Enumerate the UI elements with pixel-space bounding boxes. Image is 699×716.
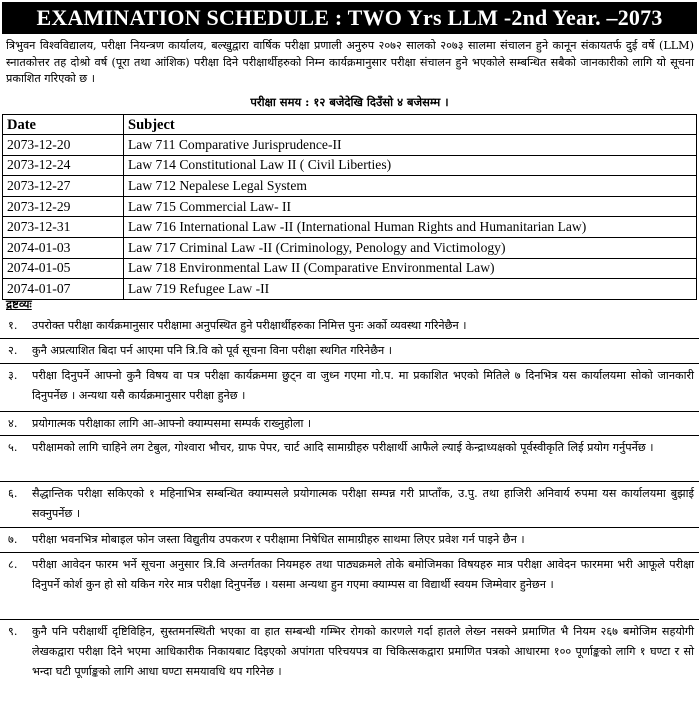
intro-paragraph: त्रिभुवन विश्वविद्यालय, परीक्षा नियन्त्रण कार्यालय, बल्खुद्वारा वार्षिक परीक्षा प्रणाली अनुरुप २०७२ सालको २०७३ सालमा संचालन हुने कानून संकायतर्फ दुई वर्षे (LLM) स्नातकोत्तर तह दोश्रो वर्ष (पूरा तथा आंशिक) परीक्षा दिने परीक्षार्थीहरुको निम्न कार्यक्रमानुसार परीक्षा संचालन हुने भएकोले सम्बन्धित सबैको जानकारीको लागि यो सूचना प्रकाशित गरिएको छ ।: [6, 39, 694, 85]
table-row: [3, 135, 697, 156]
exam-date-cell: 2074-01-05: [3, 258, 124, 279]
exam-date-cell: 2073-12-24: [3, 155, 124, 176]
exam-subject-cell: Law 715 Commercial Law- II: [124, 196, 697, 217]
note-number: २.: [8, 344, 18, 357]
note-divider: [0, 435, 699, 436]
table-row: [3, 279, 697, 300]
note-text: परीक्षा आवेदन फारम भर्ने सूचना अनुसार त्रि.वि अन्तर्गतका नियमहरु तथा पाठ्यक्रमले तोके बमोजिमका विषयहरु मात्र परीक्षा आवेदन फारममा भरी आफूले परीक्षा दिनुपर्ने कोर्श कुन हो सो यकिन गरेर मात्र परीक्षा दिनुपर्नेछ । यसमा अन्यथा हुन गएमा क्याम्पस वा विद्यार्थी स्वयम जिम्मेवार हुनेछन ।: [32, 558, 694, 591]
note-text: परीक्षा भवनभित्र मोबाइल फोन जस्ता विद्युतीय उपकरण र परीक्षामा निषेधित सामाग्रीहरु साथमा लिएर प्रवेश गर्न पाइने छैन ।: [32, 533, 525, 546]
note-number: ९.: [8, 625, 18, 638]
exam-subject-cell: Law 718 Environmental Law II (Comparative Environmental Law): [124, 258, 697, 279]
exam-subject-cell: Law 716 International Law -II (International Human Rights and Humanitarian Law): [124, 217, 697, 238]
exam-date-cell: 2073-12-29: [3, 196, 124, 217]
note-number: ४.: [8, 417, 18, 430]
exam-subject-cell: Law 711 Comparative Jurisprudence-II: [124, 135, 697, 156]
note-number: ३.: [8, 369, 18, 382]
exam-date-cell: 2073-12-27: [3, 176, 124, 197]
notes-heading: द्रष्टव्यः: [6, 297, 32, 311]
exam-date-cell: 2074-01-07: [3, 279, 124, 300]
table-row: [3, 196, 697, 217]
table-row: [3, 155, 697, 176]
exam-date-cell: 2073-12-20: [3, 135, 124, 156]
schedule-title-banner: EXAMINATION SCHEDULE : TWO Yrs LLM -2nd Year. –2073: [2, 2, 697, 34]
note-divider: [0, 411, 699, 412]
exam-date-cell: 2074-01-03: [3, 237, 124, 258]
note-text: परीक्षा दिनुपर्ने आफ्नो कुनै विषय वा पत्र परीक्षा कार्यक्रममा छुट्न वा जुध्न गएमा गो.प. मा प्रकाशित भएको मितिले ७ दिनभित्र यस कार्यालयमा सोको जानकारी दिनुपर्नेछ । अन्यथा यसै कार्यक्रमानुसार परीक्षा हुनेछ ।: [32, 369, 694, 402]
table-row: [3, 237, 697, 258]
note-number: १.: [8, 319, 18, 332]
note-text: प्रयोगात्मक परीक्षाका लागि आ-आफ्नो क्याम्पसमा सम्पर्क राख्नुहोला ।: [32, 417, 312, 430]
note-divider: [0, 481, 699, 482]
note-text: सैद्धान्तिक परीक्षा सकिएको १ महिनाभित्र सम्बन्धित क्याम्पसले प्रयोगात्मक परीक्षा सम्पन्न गरी प्राप्ताँक, उ.पु. तथा हाजिरी अनिवार्य रुपमा यस कार्यालयमा बुझाई सक्नुपर्नेछ ।: [32, 487, 694, 520]
table-row: [3, 258, 697, 279]
note-number: ७.: [8, 533, 18, 546]
note-divider: [0, 619, 699, 620]
note-number: ६.: [8, 487, 18, 500]
note-divider: [0, 338, 699, 339]
exam-subject-cell: Law 714 Constitutional Law II ( Civil Liberties): [124, 155, 697, 176]
exam-subject-cell: Law 717 Criminal Law -II (Criminology, Penology and Victimology): [124, 237, 697, 258]
schedule-table: [2, 114, 697, 300]
table-row: [3, 176, 697, 197]
note-text: उपरोक्त परीक्षा कार्यक्रमानुसार परीक्षामा अनुपस्थित हुने परीक्षार्थीहरुका निमित्त पुनः अर्को व्यवस्था गरिनेछैन ।: [32, 319, 467, 332]
note-divider: [0, 527, 699, 528]
note-text: कुनै पनि परीक्षार्थी दृष्टिविहिन, सुस्तमनस्थिती भएका वा हात सम्बन्धी गम्भिर रोगको कारणले गर्दा हातले लेख्न नसक्ने प्रमाणित भै नियम २६७ बमोजिम सहयोगी लेखकद्वारा परीक्षा दिने भएमा आधिकारीक निकायबाट दिइएको अपांगता परिचयपत्र वा चिकित्सकद्वारा प्रमाणित पत्रको आधारमा १०० पूर्णाङ्कको लागि १ घण्टा र सो भन्दा घटी पूर्णाङ्कको लागि आधा घण्टा समयावधि थप गरिनेछ ।: [32, 625, 694, 678]
subject-column-header: Subject: [124, 115, 697, 135]
exam-date-cell: 2073-12-31: [3, 217, 124, 238]
note-divider: [0, 363, 699, 364]
exam-time-line: परीक्षा समय : १२ बजेदेखि दिउँसो ४ बजेसम्म ।: [250, 95, 449, 109]
note-divider: [0, 552, 699, 553]
note-text: कुनै अप्रत्याशित बिदा पर्न आएमा पनि त्रि.वि को पूर्व सूचना विना परीक्षा स्थगित गरिनेछैन ।: [32, 344, 393, 357]
note-text: परीक्षामको लागि चाहिने लग टेबुल, गोश्वारा भौचर, ग्राफ पेपर, चार्ट आदि सामाग्रीहरु परीक्षार्थी आफैले ल्याई केन्द्राध्यक्षको पूर्वस्वीकृति लिई प्रयोग गर्नुपर्नेछ ।: [32, 441, 654, 454]
note-number: ८.: [8, 558, 18, 571]
note-number: ५.: [8, 441, 18, 454]
date-column-header: Date: [3, 115, 124, 135]
table-header-row: [3, 115, 697, 135]
exam-subject-cell: Law 719 Refugee Law -II: [124, 279, 697, 300]
table-row: [3, 217, 697, 238]
exam-subject-cell: Law 712 Nepalese Legal System: [124, 176, 697, 197]
